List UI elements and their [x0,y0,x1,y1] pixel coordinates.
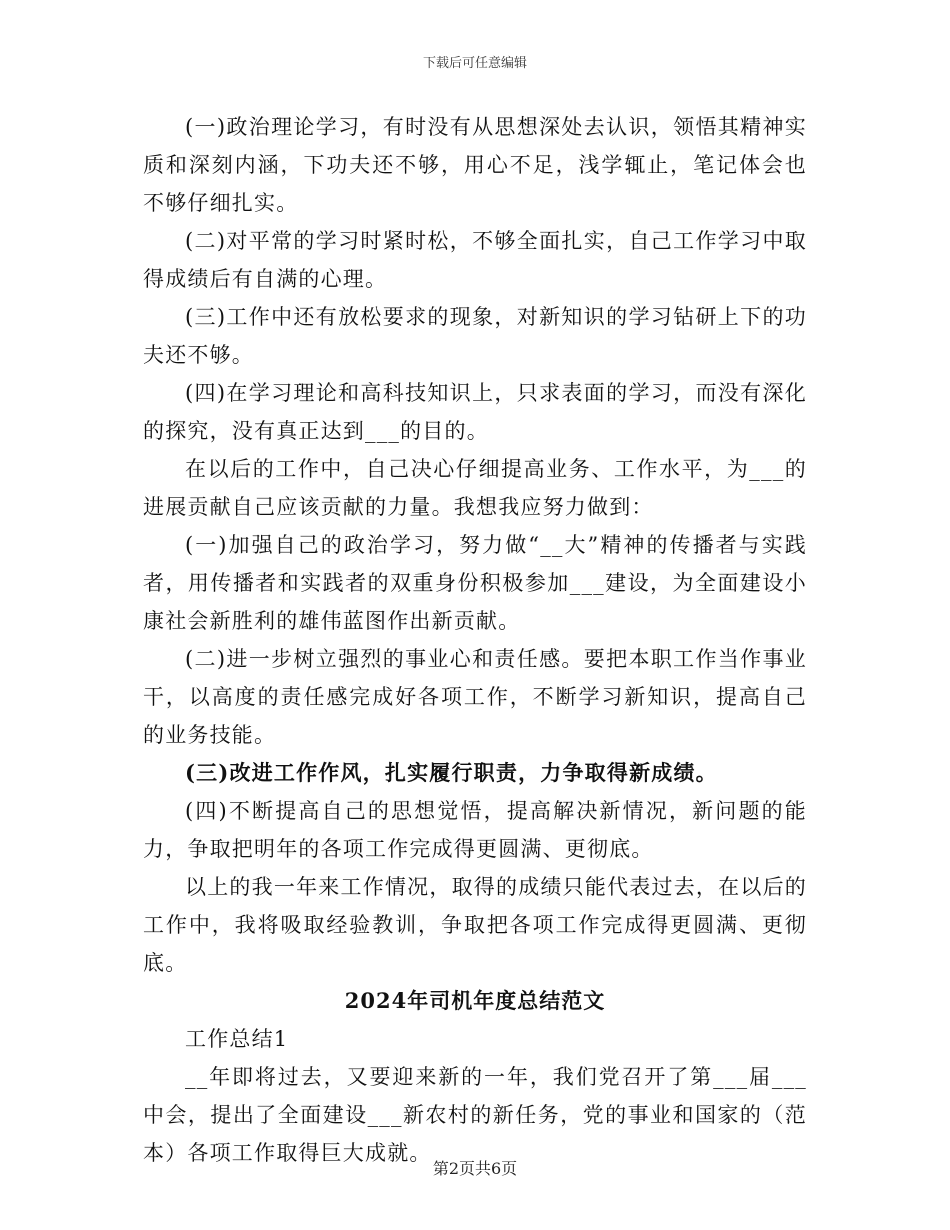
paragraph-10: 以上的我一年来工作情况，取得的成绩只能代表过去，在以后的工作中，我将吸取经验教训，争取把各项工作完成得更圆满、更彻底。 [143,875,807,975]
paragraph-8-bold: (三)改进工作作风，扎实履行职责，力争取得新成绩。 [185,760,718,785]
section-paragraph-1: 工作总结1 [185,1027,289,1051]
section-paragraph-2: __年即将过去，又要迎来新的一年，我们党召开了第___届___中会，提出了全面建设___新农村的新任务，党的事业和国家的（范本）各项工作取得巨大成就。 [143,1065,807,1165]
paragraph-1: (一)政治理论学习，有时没有从思想深处去认识，领悟其精神实质和深刻内涵，下功夫还不够，用心不足，浅学辄止，笔记体会也不够仔细扎实。 [143,115,807,215]
paragraph-5: 在以后的工作中，自己决心仔细提高业务、工作水平，为___的进展贡献自己应该贡献的力量。我想我应努力做到： [143,457,807,519]
page-footer: 第2页共6页 [432,1159,518,1178]
section-title: 2024年司机年度总结范文 [344,988,606,1013]
paragraph-3: (三)工作中还有放松要求的现象，对新知识的学习钻研上下的功夫还不够。 [143,305,807,367]
document-body [143,108,807,1172]
paragraph-9: (四)不断提高自己的思想觉悟，提高解决新情况，新问题的能力，争取把明年的各项工作完成得更圆满、更彻底。 [143,799,807,861]
paragraph-4: (四)在学习理论和高科技知识上，只求表面的学习，而没有深化的探究，没有真正达到___的目的。 [143,381,807,443]
paragraph-2: (二)对平常的学习时紧时松，不够全面扎实，自己工作学习中取得成绩后有自满的心理。 [143,229,807,291]
paragraph-7: (二)进一步树立强烈的事业心和责任感。要把本职工作当作事业干，以高度的责任感完成好各项工作，不断学习新知识，提高自己的业务技能。 [143,647,807,747]
page-header: 下载后可任意编辑 [422,56,527,71]
paragraph-6: (一)加强自己的政治学习，努力做“__大”精神的传播者与实践者，用传播者和实践者的双重身份积极参加___建设，为全面建设小康社会新胜利的雄伟蓝图作出新贡献。 [143,533,807,633]
